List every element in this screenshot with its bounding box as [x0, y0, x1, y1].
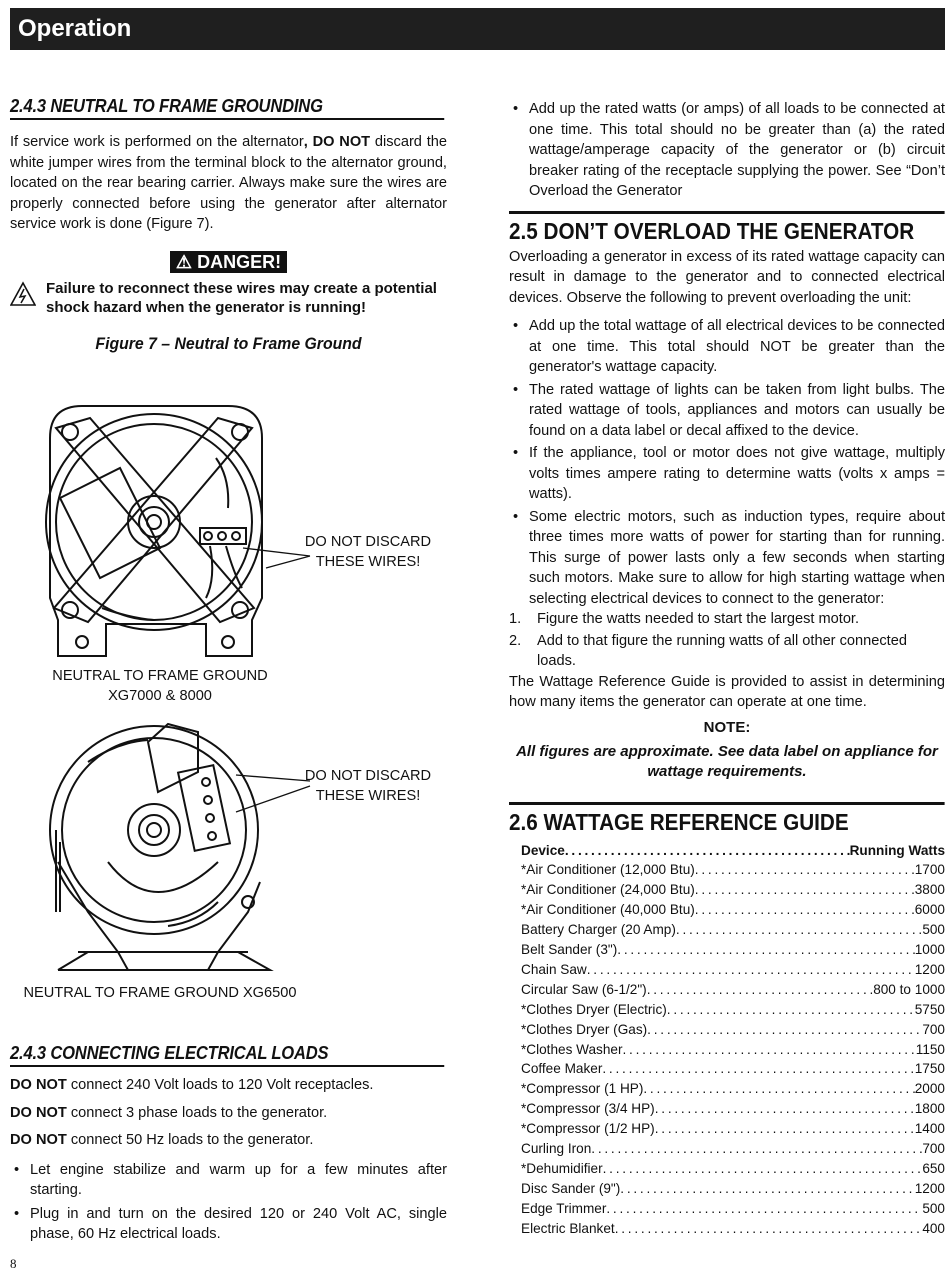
step-text: Figure the watts needed to start the largest motor. — [537, 611, 860, 627]
table-body — [521, 860, 945, 1238]
leader-dots — [615, 1219, 923, 1239]
danger-label: DANGER! — [197, 251, 282, 272]
running-watts: 700 — [922, 1021, 945, 1037]
device-name: Chain Saw — [521, 961, 587, 977]
device-name: Curling Iron — [521, 1141, 592, 1157]
table-row — [521, 1059, 945, 1079]
figure-label-line: XG7000 & 8000 — [108, 688, 212, 704]
device-name: *Compressor (3/4 HP) — [521, 1101, 655, 1117]
step-number: 2. — [509, 632, 522, 649]
table-row — [521, 1079, 945, 1099]
device-name: *Compressor (1 HP) — [521, 1081, 644, 1097]
list-item — [509, 631, 945, 672]
running-watts: 1750 — [914, 1061, 945, 1077]
table-row — [521, 1159, 945, 1179]
do-not-bold: DO NOT — [10, 1104, 67, 1121]
list-item: • Some electric motors, such as induction types, require about three times more watts of power for starting than for running. This surge of power lasts only a few seconds when starting such motors. Make sure to allow for high starting wattage when selecting electrical devices to connect to the generator: — [509, 507, 945, 610]
device-name: Disc Sander (9") — [521, 1180, 621, 1196]
overload-steps — [509, 609, 945, 672]
list-item — [509, 609, 945, 630]
running-watts: 1800 — [914, 1101, 945, 1117]
leader-dots — [655, 1119, 915, 1139]
table-row — [521, 1040, 945, 1060]
section-title-neutral-grounding: 2.4.3 NEUTRAL TO FRAME GROUNDING — [10, 96, 444, 120]
header-device: Device — [521, 842, 565, 858]
section-title-connecting-loads: 2.4.3 CONNECTING ELECTRICAL LOADS — [10, 1043, 444, 1067]
running-watts: 1200 — [914, 1180, 945, 1196]
running-watts: 400 — [922, 1220, 945, 1236]
leader-dots — [620, 1179, 914, 1199]
list-item: • Add up the total wattage of all electrical devices to be connected at one time. This total should NOT be greater than the generator's wattage capacity. — [509, 316, 945, 378]
connecting-loads-bullets — [10, 1160, 447, 1245]
table-row — [521, 920, 945, 940]
do-not-bold: DO NOT — [10, 1132, 67, 1148]
table-row — [521, 980, 945, 1000]
running-watts: 500 — [922, 1200, 945, 1216]
leader-dots — [647, 980, 873, 1000]
right-column — [509, 99, 945, 1239]
leader-dots — [695, 860, 915, 880]
do-not-line-3 — [10, 1130, 447, 1151]
device-name: Edge Trimmer — [521, 1200, 607, 1216]
device-name: *Clothes Dryer (Gas) — [521, 1021, 648, 1037]
alternator-xg6500-diagram — [48, 712, 278, 974]
do-not-text: connect 50 Hz loads to the generator. — [66, 1132, 314, 1148]
do-not-text: connect 240 Volt loads to 120 Volt receptacles. — [66, 1077, 374, 1093]
para-text: discard the white jumper wires from the terminal block to the alternator ground, located on the rear bearing carrier. Always make sure the wires are properly connected before using the generator after alternator service work is done (Figure 7). — [10, 134, 447, 232]
list-item: • Plug in and turn on the desired 120 or 240 Volt AC, single phase, 60 Hz electrical loads. — [10, 1204, 447, 1245]
leader-dots — [647, 1020, 922, 1040]
section-title-dont-overload: 2.5 DON’T OVERLOAD THE GENERATOR — [509, 211, 945, 244]
table-row — [521, 1139, 945, 1159]
device-name: *Clothes Washer — [521, 1041, 623, 1057]
running-watts: 700 — [922, 1141, 945, 1157]
running-watts: 1150 — [915, 1041, 945, 1057]
figure-caption: Figure 7 – Neutral to Frame Ground — [95, 333, 362, 353]
leader-dots — [655, 1099, 915, 1119]
list-item: • Add up the rated watts (or amps) of all loads to be connected at one time. This total should no be greater than (a) the rated wattage/amperage capacity of the generator or (b) circuit breaker rating of the receptacle supplying the power. See “Don’t Overload the Generator — [509, 99, 945, 202]
page-number: 8 — [10, 1256, 17, 1271]
figure-label-xg7000 — [40, 666, 280, 706]
table-row — [521, 1020, 945, 1040]
table-row — [521, 1219, 945, 1239]
device-name: *Air Conditioner (40,000 Btu) — [521, 902, 695, 918]
device-name: Belt Sander (3") — [521, 942, 618, 958]
callout-text: DO NOT DISCARD THESE WIRES! — [304, 768, 432, 804]
overload-outro: The Wattage Reference Guide is provided to assist in determining how many items the generator can operate at one time. — [509, 673, 945, 710]
leader-dots — [603, 1159, 923, 1179]
table-row — [521, 880, 945, 900]
running-watts: 2000 — [914, 1081, 945, 1097]
device-name: Coffee Maker — [521, 1061, 603, 1077]
step-number: 1. — [509, 611, 522, 627]
callout-text: DO NOT DISCARD THESE WIRES! — [304, 534, 432, 570]
danger-text: Failure to reconnect these wires may create a potential shock hazard when the generator is running! — [46, 279, 437, 316]
note-body: All figures are approximate. See data label on appliance for wattage requirements. — [516, 742, 938, 780]
overload-bullets — [509, 316, 945, 609]
list-item: • Let engine stabilize and warm up for a few minutes after starting. — [10, 1160, 447, 1201]
section-title-wattage-guide: 2.6 WATTAGE REFERENCE GUIDE — [509, 802, 945, 835]
running-watts: 3800 — [914, 882, 945, 898]
table-row — [521, 1000, 945, 1020]
running-watts: 800 to 1000 — [873, 981, 945, 997]
para-text: If service work is performed on the alternator — [10, 134, 304, 150]
wattage-table — [521, 841, 945, 1239]
list-item: • The rated wattage of lights can be taken from light bulbs. The rated wattage of tools, appliances and motors can usually be found on a data label or decal affixed to the device. — [509, 380, 945, 442]
note-heading: NOTE: — [703, 718, 751, 736]
figure-label-xg6500: NEUTRAL TO FRAME GROUND XG6500 — [23, 985, 297, 1001]
device-name: *Air Conditioner (12,000 Btu) — [521, 862, 695, 878]
warning-triangle-icon: ⚠ — [175, 251, 193, 272]
header-title: Operation — [18, 15, 132, 42]
header-watts: Running Watts — [849, 842, 945, 858]
list-item: • If the appliance, tool or motor does not give wattage, multiply volts times ampere rating to determine watts (volts x amps = watts). — [509, 443, 945, 505]
table-row — [521, 900, 945, 920]
figure-label-line: NEUTRAL TO FRAME GROUND — [52, 668, 268, 684]
device-name: *Compressor (1/2 HP) — [521, 1121, 655, 1137]
connecting-loads-section — [10, 1043, 447, 1245]
leader-dots — [695, 880, 915, 900]
leader-dots — [606, 1199, 922, 1219]
device-name: *Clothes Dryer (Electric) — [521, 1001, 667, 1017]
leader-dots — [623, 1040, 916, 1060]
device-name: *Dehumidifier — [521, 1161, 603, 1176]
step-text: Add to that figure the running watts of all other connected loads. — [537, 632, 907, 669]
table-row — [521, 940, 945, 960]
table-row — [521, 1179, 945, 1199]
leader-dots — [602, 1059, 914, 1079]
leader-dots — [587, 960, 915, 980]
leader-dots — [617, 940, 914, 960]
device-name: Electric Blanket — [521, 1220, 615, 1236]
leader-dots — [643, 1079, 914, 1099]
table-row — [521, 1119, 945, 1139]
table-row — [521, 1099, 945, 1119]
running-watts: 5750 — [914, 1001, 945, 1017]
callout-do-not-discard-1 — [300, 532, 436, 572]
running-watts: 6000 — [914, 902, 945, 918]
running-watts: 1400 — [914, 1121, 945, 1137]
leader-dots — [591, 1139, 922, 1159]
do-not-line-1 — [10, 1075, 447, 1096]
leader-dots — [695, 900, 915, 920]
running-watts: 650 — [922, 1161, 945, 1176]
running-watts: 1000 — [914, 942, 945, 958]
top-bullet-list — [509, 99, 945, 202]
leader-dots — [565, 841, 850, 861]
device-name: Circular Saw (6-1/2") — [521, 981, 647, 997]
leader-dots — [676, 920, 922, 940]
leader-dots — [667, 1000, 915, 1020]
do-not-text: connect 3 phase loads to the generator. — [66, 1104, 328, 1121]
do-not-bold: DO NOT — [10, 1077, 67, 1093]
callout-do-not-discard-2 — [300, 766, 436, 806]
table-header — [521, 841, 945, 861]
table-row — [521, 960, 945, 980]
running-watts: 1700 — [914, 862, 945, 878]
running-watts: 1200 — [914, 961, 945, 977]
table-row — [521, 860, 945, 880]
do-not-line-2 — [10, 1103, 447, 1124]
device-name: Battery Charger (20 Amp) — [521, 922, 676, 938]
device-name: *Air Conditioner (24,000 Btu) — [521, 882, 695, 898]
para-bold: , DO NOT — [303, 134, 371, 150]
table-row — [521, 1199, 945, 1219]
running-watts: 500 — [922, 922, 945, 938]
overload-intro: Overloading a generator in excess of its rated wattage capacity can result in damage to the generator and to connected electrical devices. Observe the following to prevent overloading the unit: — [509, 248, 945, 306]
